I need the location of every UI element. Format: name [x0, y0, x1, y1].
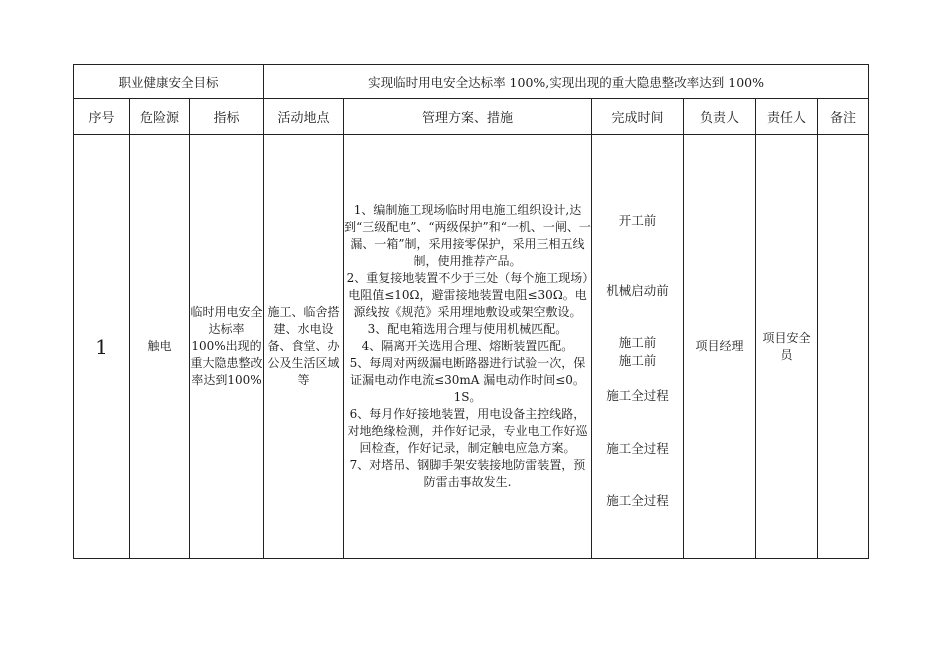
completion-time: 施工全过程	[606, 441, 669, 456]
hazard-cell: 触电	[130, 135, 190, 559]
completion-time: 施工前	[618, 353, 657, 368]
remarks-cell	[818, 135, 869, 559]
header-responsible: 负责人	[684, 99, 756, 135]
header-duty-person: 责任人	[756, 99, 818, 135]
measures-cell	[344, 135, 592, 559]
duty-person-cell: 项目安全 员	[756, 135, 818, 559]
safety-objective-table	[73, 64, 869, 559]
header-measures: 管理方案、措施	[344, 99, 592, 135]
serial-number: 1	[74, 135, 130, 559]
completion-time: 施工全过程	[606, 493, 669, 508]
completion-time: 施工前	[618, 335, 657, 350]
header-completion-time: 完成时间	[592, 99, 684, 135]
measure-item: 2、重复接地装置不少于三处（每个施工现场）电阻值≤10Ω，避雷接地装置电阻≤30Ω。电源线按《规范》采用埋地敷设或架空敷设。	[346, 271, 589, 319]
measure-item: 6、每月作好接地装置，用电设备主控线路，对地绝缘检测，并作好记录，专业电工作好巡回检查，作好记录，制定触电应急方案。	[347, 407, 588, 455]
completion-time: 开工前	[618, 213, 657, 228]
completion-time: 机械启动前	[606, 283, 669, 298]
measure-item: 5、每周对两级漏电断路器进行试验一次，保证漏电动作电流≤30mA 漏电动作时间≤0。1S。	[349, 356, 586, 404]
goal-row	[74, 65, 869, 99]
measure-item: 1、编制施工现场临时用电施工组织设计,达到“三级配电”、“两级保护”和“一机、一闸、一漏、一箱”制，采用接零保护，采用三相五线制，使用推荐产品。	[344, 203, 591, 268]
table-row	[74, 135, 869, 559]
completion-time-cell	[592, 135, 684, 559]
location-cell: 施工、临舍搭建、水电设备、食堂、办公及生活区域等	[264, 135, 344, 559]
goal-label: 职业健康安全目标	[74, 65, 264, 99]
completion-time: 施工全过程	[606, 388, 669, 403]
measure-item: 4、隔离开关选用合理、熔断装置匹配。	[361, 339, 574, 353]
header-hazard: 危险源	[130, 99, 190, 135]
header-row	[74, 99, 869, 135]
header-serial: 序号	[74, 99, 130, 135]
measure-item: 7、对塔吊、钢脚手架安装接地防雷装置，预防雷击事故发生.	[349, 458, 586, 489]
responsible-cell: 项目经理	[684, 135, 756, 559]
header-remarks: 备注	[818, 99, 869, 135]
header-location: 活动地点	[264, 99, 344, 135]
goal-value: 实现临时用电安全达标率 100%,实现出现的重大隐患整改率达到 100%	[264, 65, 869, 99]
measure-item: 3、配电箱选用合理与使用机械匹配。	[367, 322, 568, 336]
indicator-cell: 临时用电安全达标率 100%出现的重大隐患整改率达到100%	[190, 135, 264, 559]
header-indicator: 指标	[190, 99, 264, 135]
